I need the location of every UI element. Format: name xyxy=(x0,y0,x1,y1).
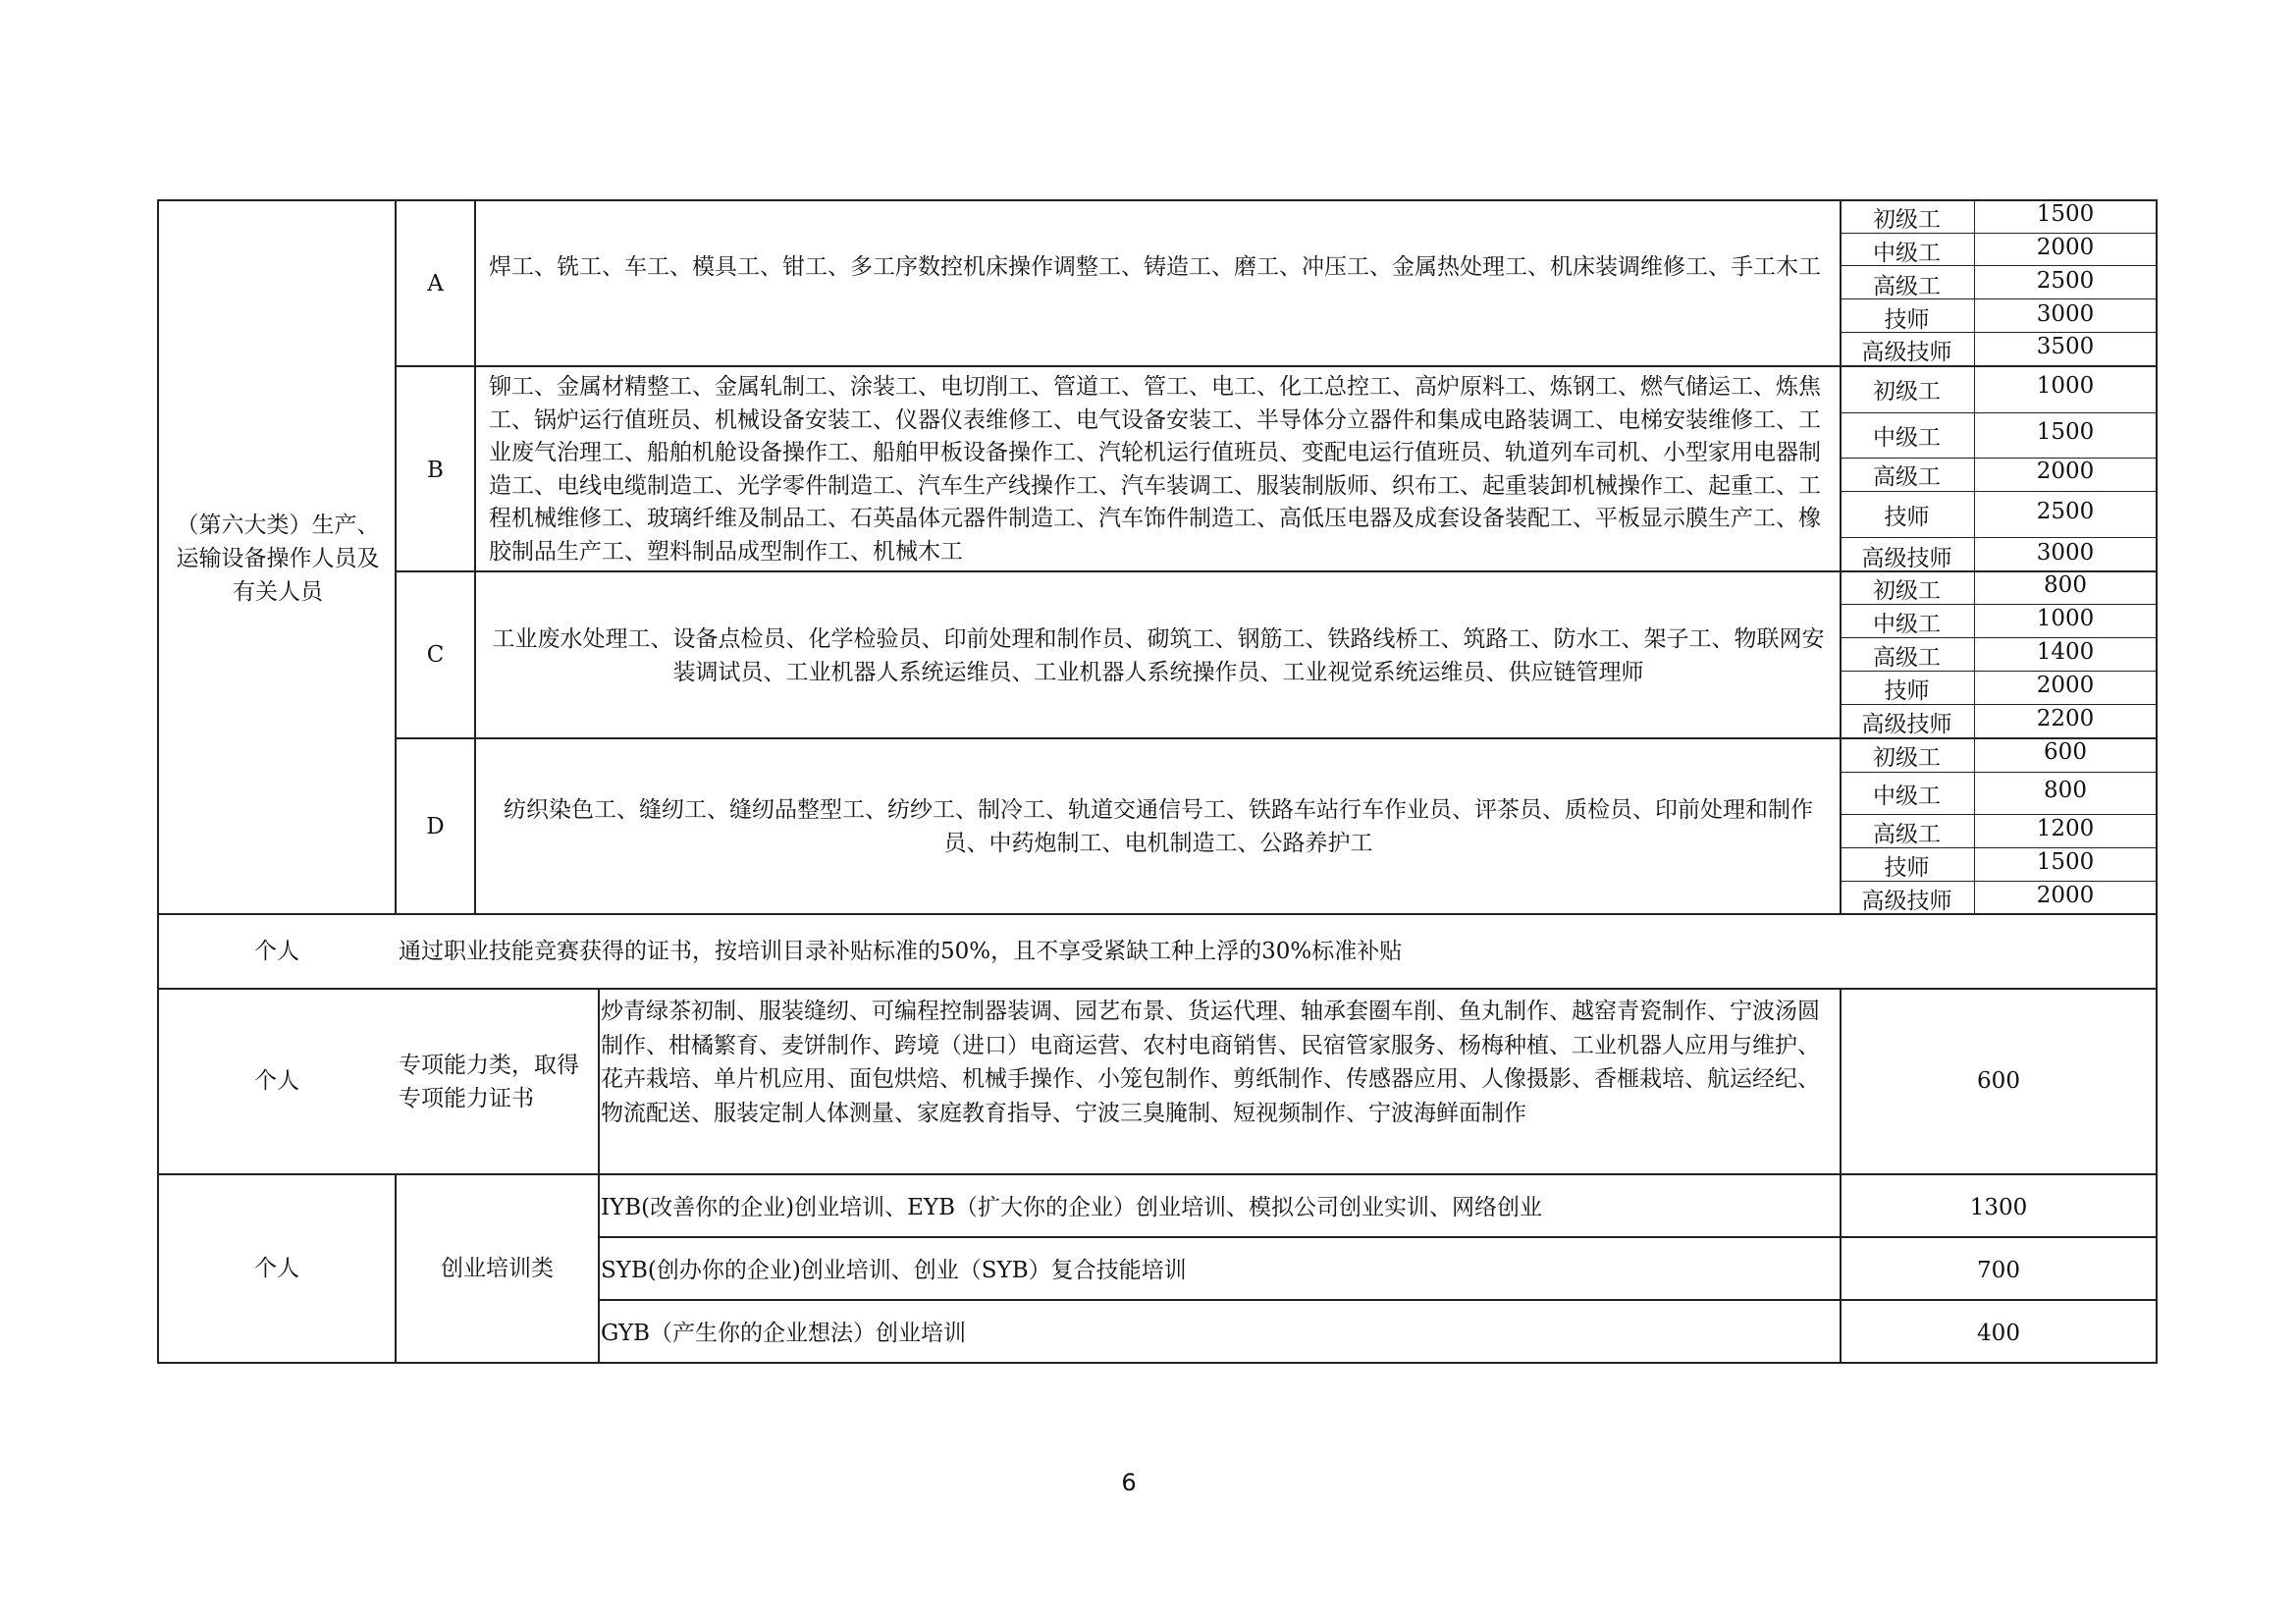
special-category: 专项能力类，取得专项能力证书 xyxy=(399,1053,579,1111)
row-divider-competition-special xyxy=(157,988,2158,990)
page-number: 6 xyxy=(1121,1469,1137,1496)
level-amount: 3500 xyxy=(2036,334,2095,359)
level-amount: 600 xyxy=(2044,739,2087,765)
table-border-left xyxy=(157,199,159,1364)
level-amount: 3000 xyxy=(2036,301,2095,327)
level-label: 中级工 xyxy=(1873,241,1941,266)
level-label: 高级技师 xyxy=(1861,340,1952,365)
level-label: 高级工 xyxy=(1873,464,1941,490)
group-occupations-b: 铆工、金属材精整工、金属轧制工、涂装工、电切削工、管道工、管工、电工、化工总控工、高炉原料工、炼钢工、燃气储运工、炼焦工、锅炉运行值班员、机械设备安装工、仪器仪表维修工、电气设备安装工、半导体分立器件和集成电路装调工、电梯安装维修工、工业废气治理工、船舶机舱设备操作工、船舶甲板设备操作工、汽轮机运行值班员、变配电运行值班员、轨道列车司机、小型家用电器制造工、电线电缆制造工、光学零件制造工、汽车生产线操作工、汽车装调工、服装制版师、织布工、起重装卸机械操作工、起重工、工程机械维修工、玻璃纤维及制品工、石英晶体元器件制造工、汽车饰件制造工、高低压电器及成套设备装配工、平板显示膜生产工、橡胶制品生产工、塑料制品成型制作工、机械木工 xyxy=(489,374,1821,565)
level-amount: 1500 xyxy=(2036,849,2095,875)
row-divider-special-startup xyxy=(157,1173,2158,1175)
level-amount: 3000 xyxy=(2036,540,2095,566)
level-label: 技师 xyxy=(1884,855,1930,881)
col-divider-category xyxy=(395,199,397,913)
group-code-b: B xyxy=(427,458,444,483)
level-label: 高级工 xyxy=(1873,822,1941,847)
startup-item-text: IYB(改善你的企业)创业培训、EYB（扩大你的企业）创业培训、模拟公司创业实训、网络创业 xyxy=(601,1195,1542,1220)
group-occupations-c: 工业废水处理工、设备点检员、化学检验员、印前处理和制作员、砌筑工、钢筋工、铁路线桥工、筑路工、防水工、架子工、物联网安装调试员、工业机器人系统运维员、工业机器人系统操作员、工业视觉系统运维员、供应链管理师 xyxy=(492,626,1825,685)
level-label: 技师 xyxy=(1884,678,1930,704)
group-occupations-a: 焊工、铣工、车工、模具工、钳工、多工序数控机床操作调整工、铸造工、磨工、冲压工、金属热处理工、机床装调维修工、手工木工 xyxy=(489,254,1821,280)
startup-item-text: SYB(创办你的企业)创业培训、创业（SYB）复合技能培训 xyxy=(601,1258,1187,1283)
level-amount: 800 xyxy=(2044,572,2087,598)
level-label: 初级工 xyxy=(1873,745,1941,771)
level-amount: 1400 xyxy=(2036,639,2095,665)
level-label: 高级技师 xyxy=(1861,712,1952,737)
special-items: 炒青绿茶初制、服装缝纫、可编程控制器装调、园艺布景、货运代理、轴承套圈车削、鱼丸制作、越窑青瓷制作、宁波汤圆制作、柑橘繁育、麦饼制作、跨境（进口）电商运营、农村电商销售、民宿管家服务、杨梅种植、工业机器人应用与维护、花卉栽培、单片机应用、面包烘焙、机械手操作、小笼包制作、剪纸制作、传感器应用、人像摄影、香榧栽培、航运经纪、物流配送、服装定制人体测量、家庭教育指导、宁波三臭腌制、短视频制作、宁波海鲜面制作 xyxy=(601,999,1820,1126)
group-code-c: C xyxy=(426,642,445,668)
level-amount: 1500 xyxy=(2036,419,2095,445)
level-line xyxy=(1840,491,2158,492)
level-label: 初级工 xyxy=(1873,379,1941,405)
startup-item-amount: 700 xyxy=(1977,1258,2020,1283)
startup-category: 创业培训类 xyxy=(441,1256,554,1281)
level-amount: 1000 xyxy=(2036,606,2095,631)
startup-item-text: GYB（产生你的企业想法）创业培训 xyxy=(601,1321,967,1346)
level-amount: 2500 xyxy=(2036,499,2095,524)
special-subject: 个人 xyxy=(254,1068,299,1094)
startup-item-amount: 1300 xyxy=(1969,1195,2028,1220)
level-amount: 2200 xyxy=(2036,706,2095,731)
col-divider-code xyxy=(474,199,476,913)
competition-text: 通过职业技能竞赛获得的证书，按培训目录补贴标准的50%，且不享受紧缺工种上浮的30%标准补贴 xyxy=(399,939,1403,964)
table-border-bottom xyxy=(157,1362,2158,1364)
group-code-d: D xyxy=(426,814,445,839)
competition-subject: 个人 xyxy=(254,939,299,964)
level-amount: 2500 xyxy=(2036,268,2095,294)
group-occupations-d: 纺织染色工、缝纫工、缝纫品整型工、纺纱工、制冷工、轨道交通信号工、铁路车站行车作业员、评茶员、质检员、印前处理和制作员、中药炮制工、电机制造工、公路养护工 xyxy=(504,797,1813,856)
level-label: 初级工 xyxy=(1873,207,1941,233)
level-line xyxy=(1840,537,2158,538)
level-label: 中级工 xyxy=(1873,784,1941,809)
category-label: （第六大类）生产、运输设备操作人员及有关人员 xyxy=(176,513,380,605)
col-divider-items xyxy=(598,988,600,1364)
level-amount: 2000 xyxy=(2036,883,2095,908)
level-label: 初级工 xyxy=(1873,578,1941,604)
group-code-a: A xyxy=(427,271,444,297)
level-label: 高级技师 xyxy=(1861,546,1952,571)
startup-item-amount: 400 xyxy=(1977,1321,2020,1346)
level-label: 技师 xyxy=(1884,307,1930,333)
startup-subject: 个人 xyxy=(254,1256,299,1281)
level-amount: 2000 xyxy=(2036,673,2095,698)
level-line xyxy=(1840,772,2158,773)
level-label: 高级工 xyxy=(1873,645,1941,671)
level-label: 技师 xyxy=(1884,505,1930,530)
col-divider-amount-lower xyxy=(1840,988,1842,1364)
level-line xyxy=(1840,412,2158,413)
level-amount: 1500 xyxy=(2036,201,2095,227)
level-amount: 2000 xyxy=(2036,459,2095,484)
level-amount: 1000 xyxy=(2036,373,2095,399)
level-line xyxy=(1840,814,2158,815)
level-amount: 800 xyxy=(2044,778,2087,803)
level-amount: 1200 xyxy=(2036,816,2095,841)
level-label: 高级工 xyxy=(1873,274,1941,299)
special-amount: 600 xyxy=(1977,1068,2020,1094)
level-label: 高级技师 xyxy=(1861,889,1952,914)
level-label: 中级工 xyxy=(1873,425,1941,451)
level-label: 中级工 xyxy=(1873,612,1941,637)
row-divider-startup-1 xyxy=(598,1236,2158,1238)
level-amount: 2000 xyxy=(2036,235,2095,260)
row-divider-startup-2 xyxy=(598,1299,2158,1301)
